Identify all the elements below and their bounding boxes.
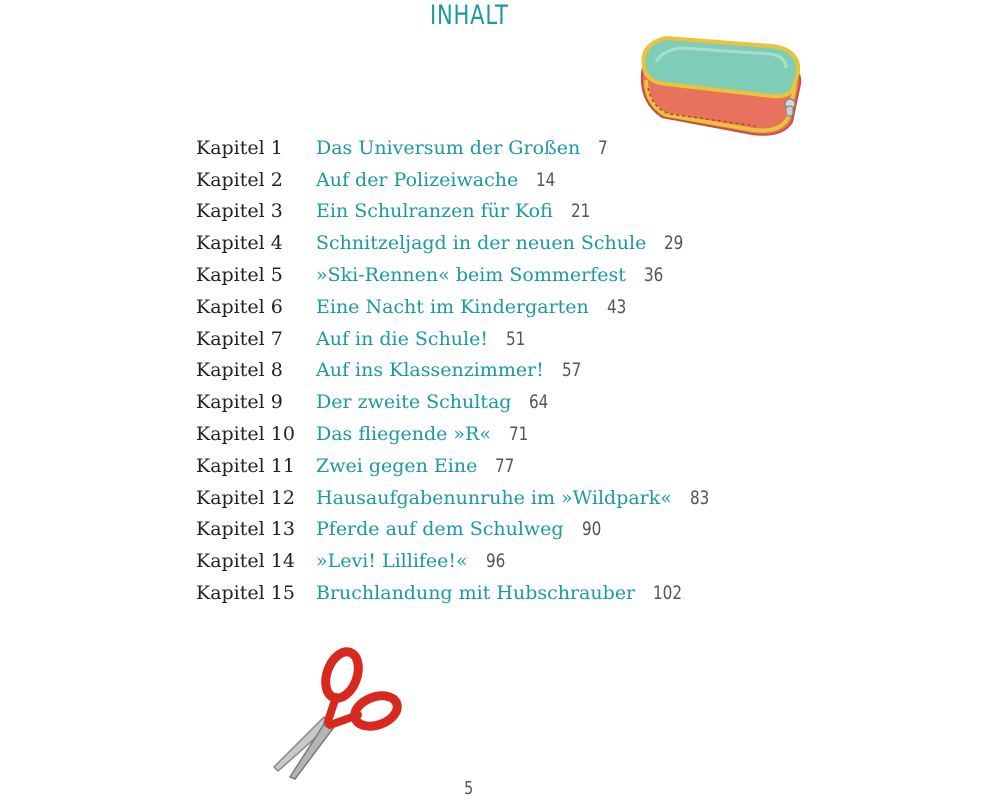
chapter-page-number: 43 bbox=[606, 295, 627, 318]
toc-entry[interactable] bbox=[196, 196, 796, 228]
chapter-title: »Levi! Lillifee!« bbox=[316, 550, 468, 573]
chapter-label: Kapitel 12 bbox=[196, 486, 295, 509]
chapter-title: Pferde auf dem Schulweg bbox=[316, 518, 564, 541]
table-of-contents bbox=[196, 132, 796, 609]
chapter-title: Auf der Polizeiwache bbox=[316, 168, 519, 191]
toc-entry[interactable] bbox=[196, 259, 796, 291]
chapter-label: Kapitel 14 bbox=[196, 550, 295, 573]
toc-entry[interactable] bbox=[196, 386, 796, 418]
chapter-label: Kapitel 8 bbox=[196, 359, 283, 382]
chapter-page-number: 64 bbox=[529, 391, 549, 414]
page-title: INHALT bbox=[430, 0, 509, 31]
toc-entry[interactable] bbox=[196, 514, 796, 546]
chapter-page-number: 14 bbox=[536, 168, 556, 191]
chapter-page-number: 7 bbox=[598, 136, 608, 159]
chapter-page-number: 29 bbox=[664, 232, 684, 255]
toc-entry[interactable] bbox=[196, 577, 796, 609]
chapter-title: Das fliegende »R« bbox=[316, 423, 491, 446]
toc-entry[interactable] bbox=[196, 418, 796, 450]
chapter-title: Bruchlandung mit Hubschrauber bbox=[316, 582, 636, 605]
toc-entry[interactable] bbox=[196, 132, 796, 164]
chapter-title: Der zweite Schultag bbox=[316, 391, 512, 414]
page-number: 5 bbox=[464, 778, 474, 799]
toc-entry[interactable] bbox=[196, 227, 796, 259]
toc-entry[interactable] bbox=[196, 323, 796, 355]
chapter-label: Kapitel 6 bbox=[196, 295, 283, 318]
scissors-illustration bbox=[262, 645, 407, 785]
chapter-title: Auf ins Klassenzimmer! bbox=[316, 359, 544, 382]
chapter-title: Auf in die Schule! bbox=[316, 327, 488, 350]
pencil-case-illustration bbox=[632, 22, 807, 140]
chapter-label: Kapitel 11 bbox=[196, 454, 295, 477]
chapter-page-number: 21 bbox=[570, 200, 591, 223]
chapter-page-number: 96 bbox=[485, 550, 506, 573]
toc-entry[interactable] bbox=[196, 355, 796, 387]
chapter-label: Kapitel 1 bbox=[196, 136, 283, 159]
chapter-title: Eine Nacht im Kindergarten bbox=[316, 295, 589, 318]
chapter-title: Hausaufgabenunruhe im »Wildpark« bbox=[316, 486, 672, 509]
chapter-label: Kapitel 7 bbox=[196, 327, 283, 350]
chapter-label: Kapitel 4 bbox=[196, 232, 283, 255]
chapter-page-number: 71 bbox=[509, 423, 529, 446]
chapter-page-number: 102 bbox=[653, 582, 683, 605]
chapter-title: Zwei gegen Eine bbox=[316, 454, 478, 477]
chapter-label: Kapitel 15 bbox=[196, 582, 295, 605]
chapter-title: »Ski-Rennen« beim Sommerfest bbox=[316, 264, 626, 287]
chapter-label: Kapitel 3 bbox=[196, 200, 283, 223]
chapter-title: Das Universum der Großen bbox=[316, 136, 581, 159]
chapter-label: Kapitel 9 bbox=[196, 391, 283, 414]
toc-entry[interactable] bbox=[196, 450, 796, 482]
chapter-page-number: 57 bbox=[561, 359, 582, 382]
chapter-page-number: 83 bbox=[689, 486, 710, 509]
chapter-page-number: 90 bbox=[581, 518, 601, 541]
chapter-label: Kapitel 5 bbox=[196, 264, 283, 287]
toc-entry[interactable] bbox=[196, 482, 796, 514]
chapter-page-number: 51 bbox=[506, 327, 526, 350]
toc-entry[interactable] bbox=[196, 164, 796, 196]
chapter-page-number: 36 bbox=[643, 264, 664, 287]
chapter-label: Kapitel 2 bbox=[196, 168, 283, 191]
chapter-title: Schnitzeljagd in der neuen Schule bbox=[316, 232, 647, 255]
chapter-label: Kapitel 13 bbox=[196, 518, 295, 541]
chapter-page-number: 77 bbox=[495, 454, 515, 477]
chapter-label: Kapitel 10 bbox=[196, 423, 295, 446]
toc-entry[interactable] bbox=[196, 291, 796, 323]
chapter-title: Ein Schulranzen für Kofi bbox=[316, 200, 553, 223]
toc-entry[interactable] bbox=[196, 545, 796, 577]
